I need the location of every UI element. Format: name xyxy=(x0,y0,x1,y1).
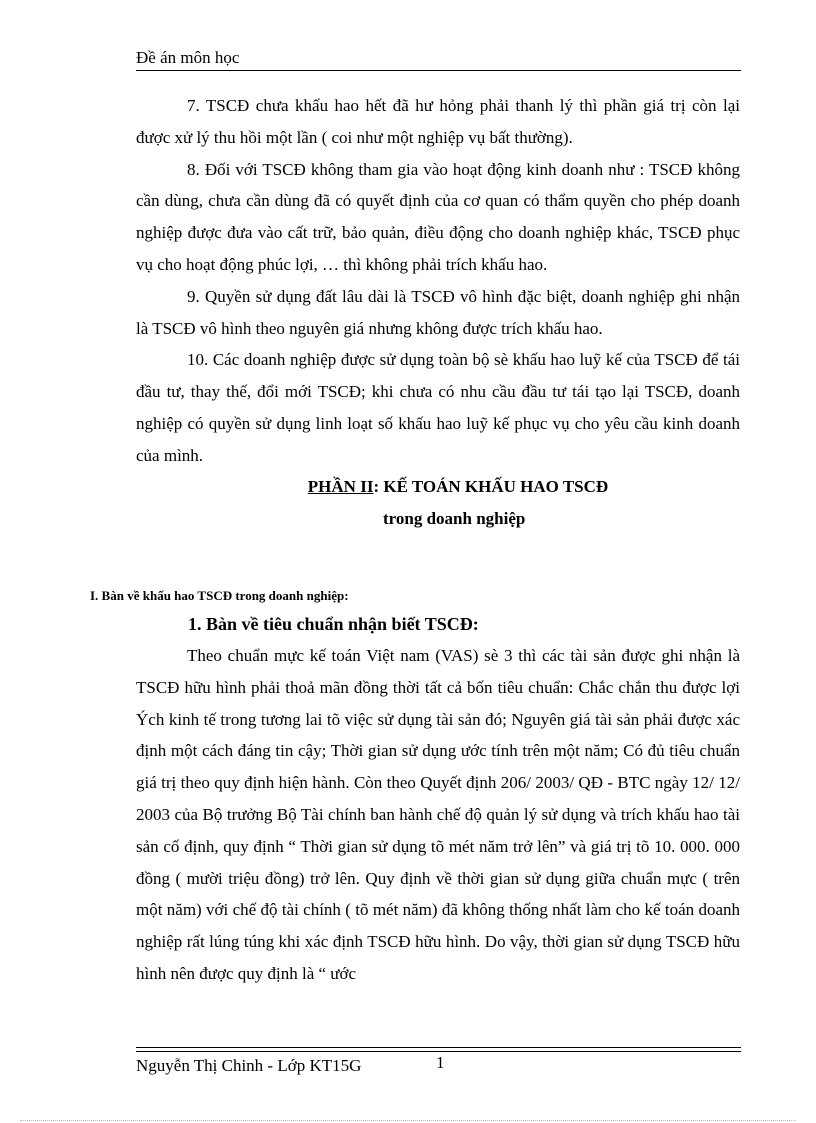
part-subtitle: trong doanh nghiệp xyxy=(383,508,526,528)
section-heading: I. Bàn về khấu hao TSCĐ trong doanh nghiệp: xyxy=(90,588,349,603)
header-divider xyxy=(136,70,741,71)
page-number: 1 xyxy=(436,1053,445,1072)
part-title: : KẾ TOÁN KHẤU HAO TSCĐ xyxy=(373,476,609,496)
paragraph-10: 10. Các doanh nghiệp được sử dụng toàn bộ sè khấu hao luỹ kế của TSCĐ để tái đầu tư, thay thế, đổi mới TSCĐ; khi chưa có nhu cầu đầu tư tái tạo lại TSCĐ, doanh nghiệp có quyền sử dụng linh loạt số khấu hao luỹ kế phục vụ cho yêu cầu kinh doanh của mình. xyxy=(136,350,740,465)
paragraph-8: 8. Đối với TSCĐ không tham gia vào hoạt động kinh doanh như : TSCĐ không cần dùng, chưa cần dùng đã có quyết định của cơ quan có thẩm quyền cho phép doanh nghiệp được đưa vào cất trữ, bảo quản, điều động cho doanh nghiệp khác, TSCĐ phục vụ cho hoạt động phúc lợi, … thì không phải trích khấu hao. xyxy=(136,159,740,274)
sub-heading: 1. Bàn về tiêu chuẩn nhận biết TSCĐ: xyxy=(188,614,479,634)
paragraph-7: 7. TSCĐ chưa khấu hao hết đã hư hỏng phải thanh lý thì phần giá trị còn lại được xử lý thu hồi một lần ( coi như một nghiệp vụ bất thường). xyxy=(136,96,740,147)
body-text-upper xyxy=(136,90,740,536)
paragraph-9: 9. Quyền sử dụng đất lâu dài là TSCĐ vô hình đặc biệt, doanh nghiệp ghi nhận là TSCĐ vô hình theo nguyên giá nhưng không được trích khấu hao. xyxy=(136,286,740,338)
paragraph-vas: Theo chuẩn mực kế toán Việt nam (VAS) sè 3 thì các tài sản được ghi nhận là TSCĐ hữu hình phải thoả mãn đồng thời tất cả bốn tiêu chuẩn: Chắc chắn thu được lợi Ých kinh tế trong tương lai tõ việc sử dụng tài sản đó; Nguyên giá tài sản phải được xác định một cách đáng tin cậy; Thời gian sử dụng ước tính trên một năm; Có đủ tiêu chuẩn giá trị theo quy định hiện hành. Còn theo Quyết định 206/ 2003/ QĐ - BTC ngày 12/ 12/ 2003 của Bộ trưởng Bộ Tài chính ban hành chế độ quản lý sử dụng và trích khấu hao tài sản cố định, quy định “ Thời gian sử dụng tõ mét năm trở lên” và giá trị tõ 10. 000. 000 đồng ( mười triệu đồng) trở lên. Quy định về thời gian sử dụng giữa chuẩn mực ( trên một năm) với chế độ tài chính ( tõ mét năm) đã không thống nhất làm cho kế toán doanh nghiệp rất lúng túng khi xác định TSCĐ hữu hình. Do vậy, thời gian sử dụng TSCĐ hữu hình nên được quy định là “ ước xyxy=(136,646,740,983)
footer-divider-top xyxy=(136,1047,741,1048)
header-title: Đề án môn học xyxy=(136,48,240,67)
footer-divider-bottom xyxy=(136,1051,741,1052)
page-edge-divider xyxy=(20,1120,796,1121)
part-label: PHẦN II xyxy=(307,476,374,496)
part-heading xyxy=(136,472,740,502)
body-text-lower xyxy=(136,640,740,990)
footer-author: Nguyễn Thị Chinh - Lớp KT15G xyxy=(136,1056,362,1075)
